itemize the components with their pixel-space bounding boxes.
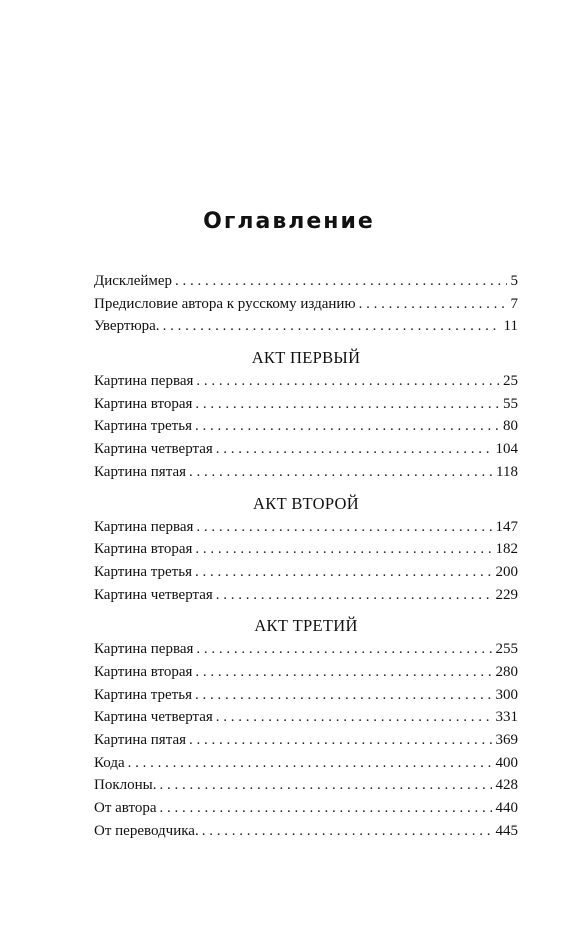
act-heading-1: АКТ ПЕРВЫЙ: [251, 348, 361, 368]
toc-entry: [94, 638, 518, 661]
toc-entry-label: Картина третья: [94, 563, 192, 580]
leader-dots: [195, 415, 499, 437]
leader-dots: [189, 461, 492, 483]
toc-entry-label: Картина первая: [94, 518, 194, 535]
toc-entry-coda: [94, 752, 518, 775]
toc-entry-label: Увертюра.: [94, 318, 160, 335]
toc-entry-label: Картина первая: [94, 641, 194, 658]
table-of-contents: [94, 270, 518, 842]
act-heading-2: АКТ ВТОРОЙ: [253, 493, 359, 513]
toc-entry-disclaimer: [94, 270, 518, 293]
leader-dots: [216, 584, 492, 606]
toc-entry-label: Картина пятая: [94, 463, 187, 480]
leader-dots: [195, 561, 492, 583]
toc-entry-page: 11: [503, 318, 518, 335]
toc-entry-page: 255: [495, 641, 518, 658]
toc-entry-label: Картина вторая: [94, 663, 193, 680]
toc-entry: [94, 461, 518, 484]
leader-dots: [195, 538, 491, 560]
toc-entry: [94, 538, 518, 561]
leader-dots: [196, 370, 499, 392]
toc-entry-page: 25: [503, 373, 518, 390]
toc-entry-page: 331: [495, 709, 518, 726]
leader-dots: [128, 752, 492, 774]
toc-entry: [94, 729, 518, 752]
leader-dots: [202, 820, 492, 842]
toc-entry: [94, 516, 518, 539]
leader-dots: [196, 638, 491, 660]
toc-entry-label: Картина четвертая: [94, 586, 213, 603]
toc-entry-label: От переводчика.: [94, 822, 199, 839]
toc-entry-preface: [94, 293, 518, 316]
toc-entry: [94, 415, 518, 438]
toc-entry: [94, 661, 518, 684]
toc-entry-page: 147: [495, 518, 518, 535]
toc-entry-label: Поклоны.: [94, 777, 157, 794]
leader-dots: [195, 661, 491, 683]
leader-dots: [216, 438, 492, 460]
toc-entry-page: 55: [503, 395, 518, 412]
leader-dots: [216, 706, 492, 728]
toc-entry: [94, 584, 518, 607]
leader-dots: [160, 797, 492, 819]
toc-entry-from-translator: [94, 820, 518, 843]
toc-entry-label: Предисловие автора к русскому изданию: [94, 295, 356, 312]
toc-entry-page: 300: [495, 686, 518, 703]
toc-entry-label: От автора: [94, 800, 157, 817]
toc-entry-label: Картина пятая: [94, 732, 187, 748]
toc-entry-page: 7: [510, 295, 518, 312]
toc-entry: [94, 561, 518, 584]
leader-dots: [359, 293, 507, 315]
toc-entry-page: 200: [495, 563, 518, 580]
toc-entry-page: 428: [495, 777, 518, 794]
leader-dots: [163, 315, 500, 337]
leader-dots: [195, 684, 492, 706]
toc-entry-page: 280: [495, 663, 518, 680]
toc-entry-page: 229: [495, 586, 518, 603]
toc-entry-label: Картина третья: [94, 686, 192, 703]
toc-entry-page: 104: [495, 441, 518, 458]
toc-entry-overture: [94, 315, 518, 338]
toc-entry-page: 118: [496, 463, 518, 480]
toc-entry-bows: [94, 774, 518, 797]
toc-entry-page: 369: [495, 732, 518, 748]
toc-entry-label: Картина четвертая: [94, 441, 213, 458]
toc-entry-page: 182: [495, 541, 518, 558]
leader-dots: [189, 729, 491, 751]
act-heading-3: АКТ ТРЕТИЙ: [254, 616, 358, 636]
leader-dots: [175, 270, 506, 292]
toc-entry-label: Картина первая: [94, 373, 194, 390]
toc-entry: [94, 684, 518, 707]
toc-entry-label: Картина вторая: [94, 541, 193, 558]
toc-entry-label: Картина третья: [94, 418, 192, 435]
toc-entry: [94, 370, 518, 393]
toc-entry: [94, 706, 518, 729]
toc-entry-label: Кода: [94, 754, 125, 771]
leader-dots: [159, 774, 491, 796]
toc-entry-label: Картина четвертая: [94, 709, 213, 726]
toc-entry-page: 445: [495, 822, 518, 839]
toc-entry-page: 400: [495, 754, 518, 771]
leader-dots: [196, 516, 491, 538]
toc-entry-page: 440: [495, 800, 518, 817]
toc-entry-page: 80: [503, 418, 518, 435]
toc-entry-label: Дисклеймер: [94, 273, 173, 289]
toc-title: Оглавление: [203, 209, 375, 234]
toc-entry-from-author: [94, 797, 518, 820]
toc-entry: [94, 438, 518, 461]
toc-entry-label: Картина вторая: [94, 395, 193, 412]
leader-dots: [195, 393, 499, 415]
toc-entry: [94, 393, 518, 416]
toc-entry-page: 5: [510, 273, 518, 289]
